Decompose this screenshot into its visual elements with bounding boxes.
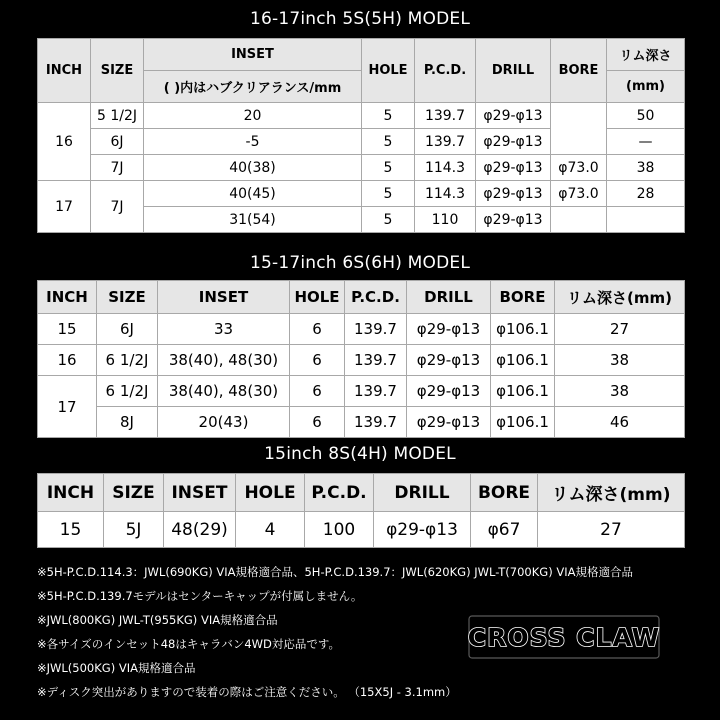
- header-bore: BORE: [491, 281, 555, 314]
- table-header-row: [38, 474, 685, 512]
- cell-size: 6 1/2J: [97, 376, 158, 407]
- header-rim: リム深さ(mm): [555, 281, 685, 314]
- table-row: [38, 376, 685, 407]
- cell-hole: 5: [362, 129, 415, 155]
- cell-rim: —: [607, 129, 685, 155]
- table-header-row: [38, 39, 685, 71]
- table-row: [38, 103, 685, 129]
- cell-bore: [551, 103, 607, 155]
- header-pcd: P.C.D.: [345, 281, 407, 314]
- cell-drill: φ29-φ13: [374, 512, 471, 548]
- note-item: ※ディスク突出がありますので装着の際はご注意ください。 （15X5J - 3.1mm）: [37, 685, 457, 699]
- header-bore: BORE: [471, 474, 538, 512]
- cell-drill: φ29-φ13: [476, 129, 551, 155]
- cell-inset: 33: [158, 314, 290, 345]
- cell-pcd: 114.3: [415, 181, 476, 207]
- cell-size: 6 1/2J: [97, 345, 158, 376]
- cell-inch: 15: [38, 512, 104, 548]
- cell-size: 5 1/2J: [91, 103, 144, 129]
- cell-hole: 5: [362, 155, 415, 181]
- cell-drill: φ29-φ13: [476, 181, 551, 207]
- cell-inset: 48(29): [164, 512, 236, 548]
- cell-size: 5J: [104, 512, 164, 548]
- cell-size: 6J: [97, 314, 158, 345]
- table-header-row: [38, 281, 685, 314]
- cell-bore: [551, 207, 607, 233]
- header-size: SIZE: [97, 281, 158, 314]
- header-inch: INCH: [38, 281, 97, 314]
- cell-bore: φ73.0: [551, 155, 607, 181]
- cell-inch: 16: [38, 103, 91, 181]
- cell-size: 7J: [91, 181, 144, 233]
- cell-drill: φ29-φ13: [407, 376, 491, 407]
- table-row: [38, 407, 685, 438]
- header-drill: DRILL: [374, 474, 471, 512]
- cell-pcd: 139.7: [345, 407, 407, 438]
- header-rim: リム深さ(mm): [538, 474, 685, 512]
- section1-title: 16-17inch 5S(5H) MODEL: [249, 9, 471, 29]
- cell-hole: 6: [290, 345, 345, 376]
- cell-hole: 6: [290, 376, 345, 407]
- header-inch: INCH: [38, 474, 104, 512]
- header-size: SIZE: [91, 39, 144, 103]
- cell-inch: 16: [38, 345, 97, 376]
- cell-rim: 46: [555, 407, 685, 438]
- table-row: [38, 155, 685, 181]
- cell-rim: 38: [555, 345, 685, 376]
- cell-rim: 38: [555, 376, 685, 407]
- cell-hole: 6: [290, 314, 345, 345]
- cell-bore: φ67: [471, 512, 538, 548]
- header-inset: INSET: [164, 474, 236, 512]
- cell-drill: φ29-φ13: [476, 103, 551, 129]
- cell-bore: φ106.1: [491, 314, 555, 345]
- header-drill: DRILL: [407, 281, 491, 314]
- cell-hole: 5: [362, 103, 415, 129]
- cell-size: 7J: [91, 155, 144, 181]
- cell-pcd: 114.3: [415, 155, 476, 181]
- cell-pcd: 139.7: [415, 129, 476, 155]
- header-pcd: P.C.D.: [305, 474, 374, 512]
- header-hole: HOLE: [362, 39, 415, 103]
- cell-inset: -5: [144, 129, 362, 155]
- table-row: [38, 345, 685, 376]
- cell-drill: φ29-φ13: [476, 155, 551, 181]
- cell-size: 6J: [91, 129, 144, 155]
- brand-logo-text: CROSS CLAW: [468, 623, 660, 652]
- cell-bore: φ106.1: [491, 376, 555, 407]
- cell-inch: 17: [38, 181, 91, 233]
- header-bore: BORE: [551, 39, 607, 103]
- cell-inset: 20: [144, 103, 362, 129]
- table-row: [38, 314, 685, 345]
- header-size: SIZE: [104, 474, 164, 512]
- note-item: ※5H-P.C.D.139.7モデルはセンターキャップが付属しません。: [37, 589, 363, 603]
- spec-table-5h: [37, 38, 685, 233]
- cell-size: 8J: [97, 407, 158, 438]
- note-item: ※5H-P.C.D.114.3：JWL(690KG) VIA規格適合品、5H-P.C.D.139.7：JWL(620KG) JWL-T(700KG) VIA規格適合品: [37, 565, 633, 579]
- table-row: [38, 181, 685, 207]
- cell-drill: φ29-φ13: [407, 345, 491, 376]
- note-item: ※JWL(800KG) JWL-T(955KG) VIA規格適合品: [37, 613, 278, 627]
- cell-hole: 5: [362, 181, 415, 207]
- cell-drill: φ29-φ13: [407, 407, 491, 438]
- cell-rim: 27: [555, 314, 685, 345]
- cell-inset: 38(40), 48(30): [158, 376, 290, 407]
- cell-bore: φ73.0: [551, 181, 607, 207]
- table-row: [38, 512, 685, 548]
- section2-title: 15-17inch 6S(6H) MODEL: [249, 253, 471, 273]
- cell-rim: 38: [607, 155, 685, 181]
- section3-title: 15inch 8S(4H) MODEL: [264, 444, 456, 464]
- cell-pcd: 139.7: [345, 314, 407, 345]
- header-hole: HOLE: [290, 281, 345, 314]
- cell-inch: 15: [38, 314, 97, 345]
- header-hole: HOLE: [236, 474, 305, 512]
- spec-table-4h: [37, 473, 685, 548]
- header-inset: INSET: [144, 39, 362, 71]
- cell-rim: 50: [607, 103, 685, 129]
- cell-pcd: 139.7: [345, 345, 407, 376]
- cell-rim: 27: [538, 512, 685, 548]
- cell-inch: 17: [38, 376, 97, 438]
- cell-bore: φ106.1: [491, 345, 555, 376]
- cell-pcd: 139.7: [415, 103, 476, 129]
- cell-rim: [607, 207, 685, 233]
- note-item: ※JWL(500KG) VIA規格適合品: [37, 661, 196, 675]
- cell-pcd: 110: [415, 207, 476, 233]
- cell-drill: φ29-φ13: [476, 207, 551, 233]
- header-inset: INSET: [158, 281, 290, 314]
- cell-hole: 4: [236, 512, 305, 548]
- cell-drill: φ29-φ13: [407, 314, 491, 345]
- cell-bore: φ106.1: [491, 407, 555, 438]
- cell-inset: 31(54): [144, 207, 362, 233]
- header-inset-sub: ( )内はハブクリアランス/mm: [144, 71, 362, 103]
- note-item: ※各サイズのインセット48はキャラバン4WD対応品です。: [37, 637, 340, 651]
- cell-inset: 20(43): [158, 407, 290, 438]
- cell-pcd: 100: [305, 512, 374, 548]
- header-rim-unit: (mm): [607, 71, 685, 103]
- cell-inset: 40(38): [144, 155, 362, 181]
- brand-logo: [468, 615, 660, 659]
- cell-inset: 38(40), 48(30): [158, 345, 290, 376]
- header-drill: DRILL: [476, 39, 551, 103]
- header-inch: INCH: [38, 39, 91, 103]
- cell-hole: 6: [290, 407, 345, 438]
- header-pcd: P.C.D.: [415, 39, 476, 103]
- cell-rim: 28: [607, 181, 685, 207]
- cell-hole: 5: [362, 207, 415, 233]
- header-rim: リム深さ: [607, 39, 685, 71]
- cell-pcd: 139.7: [345, 376, 407, 407]
- cell-inset: 40(45): [144, 181, 362, 207]
- spec-table-6h: [37, 280, 685, 438]
